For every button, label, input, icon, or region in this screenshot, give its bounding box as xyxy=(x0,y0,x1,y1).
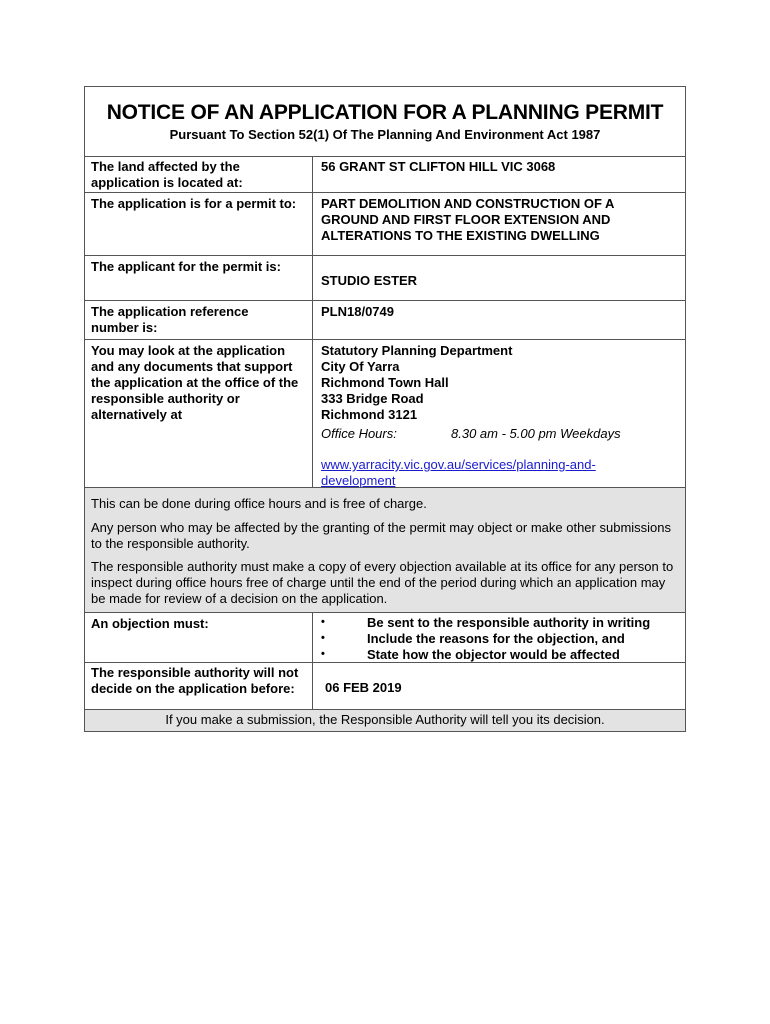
address-line: Statutory Planning Department xyxy=(321,343,513,358)
objection-item: Be sent to the responsible authority in writing xyxy=(367,615,651,630)
free-of-charge-text: This can be done during office hours and is free of charge. xyxy=(91,496,427,511)
inspection-row xyxy=(85,340,685,488)
purpose-row xyxy=(85,193,685,256)
planning-website-link[interactable] xyxy=(321,457,651,489)
planning-permit-notice xyxy=(84,86,686,732)
decision-date: 06 FEB 2019 xyxy=(325,680,402,695)
decision-row xyxy=(85,663,685,710)
column-divider xyxy=(312,663,313,709)
column-divider xyxy=(312,301,313,339)
purpose-label: The application is for a permit to: xyxy=(91,196,297,211)
land-row xyxy=(85,156,685,193)
reference-row xyxy=(85,301,685,340)
reference-value: PLN18/0749 xyxy=(321,304,394,319)
objection-label: An objection must: xyxy=(91,616,209,631)
applicant-row xyxy=(85,256,685,301)
website-line: development xyxy=(321,473,396,488)
column-divider xyxy=(312,613,313,662)
address-line: City Of Yarra xyxy=(321,359,400,374)
reference-label: The application reference number is: xyxy=(91,304,249,335)
decision-label: The responsible authority will not decide on the application before: xyxy=(91,665,299,696)
notice-subtitle: Pursuant To Section 52(1) Of The Planning And Environment Act 1987 xyxy=(169,127,601,142)
bullet-icon: • xyxy=(321,616,325,628)
address-line: Richmond 3121 xyxy=(321,407,418,422)
bullet-icon: • xyxy=(321,648,325,660)
office-hours-label: Office Hours: xyxy=(321,426,397,441)
objection-item: State how the objector would be affected xyxy=(367,647,620,662)
website-line: www.yarracity.vic.gov.au/services/planning-and- xyxy=(321,457,596,472)
footer-section xyxy=(85,710,685,731)
applicant-label: The applicant for the permit is: xyxy=(91,259,281,274)
inspection-copy-text: The responsible authority must make a copy of every objection available at its office for any person to inspect during office hours free of charge until the end of the period during which an application may be made for review of a decision on the application. xyxy=(91,559,674,606)
inspection-label: You may look at the application and any documents that support the application at the office of the responsible authority or alternatively at xyxy=(91,343,299,422)
objection-right-text: Any person who may be affected by the granting of the permit may object or make other submissions to the responsible authority. xyxy=(91,520,672,551)
office-address xyxy=(321,343,681,423)
notice-header xyxy=(85,87,685,157)
column-divider xyxy=(312,256,313,300)
decision-notice-text: If you make a submission, the Responsible Authority will tell you its decision. xyxy=(165,712,605,727)
purpose-value: PART DEMOLITION AND CONSTRUCTION OF A GROUND AND FIRST FLOOR EXTENSION AND ALTERATIONS TO THE EXISTING DWELLING xyxy=(321,196,614,243)
office-hours-value: 8.30 am - 5.00 pm Weekdays xyxy=(451,426,621,441)
applicant-value: STUDIO ESTER xyxy=(321,273,418,288)
column-divider xyxy=(312,156,313,192)
objection-row xyxy=(85,613,685,663)
land-value: 56 GRANT ST CLIFTON HILL VIC 3068 xyxy=(321,159,556,174)
information-section xyxy=(85,488,685,613)
land-label: The land affected by the application is located at: xyxy=(91,159,243,190)
column-divider xyxy=(312,340,313,487)
objection-item: Include the reasons for the objection, and xyxy=(367,631,625,646)
bullet-icon: • xyxy=(321,632,325,644)
notice-title: NOTICE OF AN APPLICATION FOR A PLANNING PERMIT xyxy=(106,101,664,124)
address-line: Richmond Town Hall xyxy=(321,375,449,390)
address-line: 333 Bridge Road xyxy=(321,391,424,406)
column-divider xyxy=(312,193,313,255)
